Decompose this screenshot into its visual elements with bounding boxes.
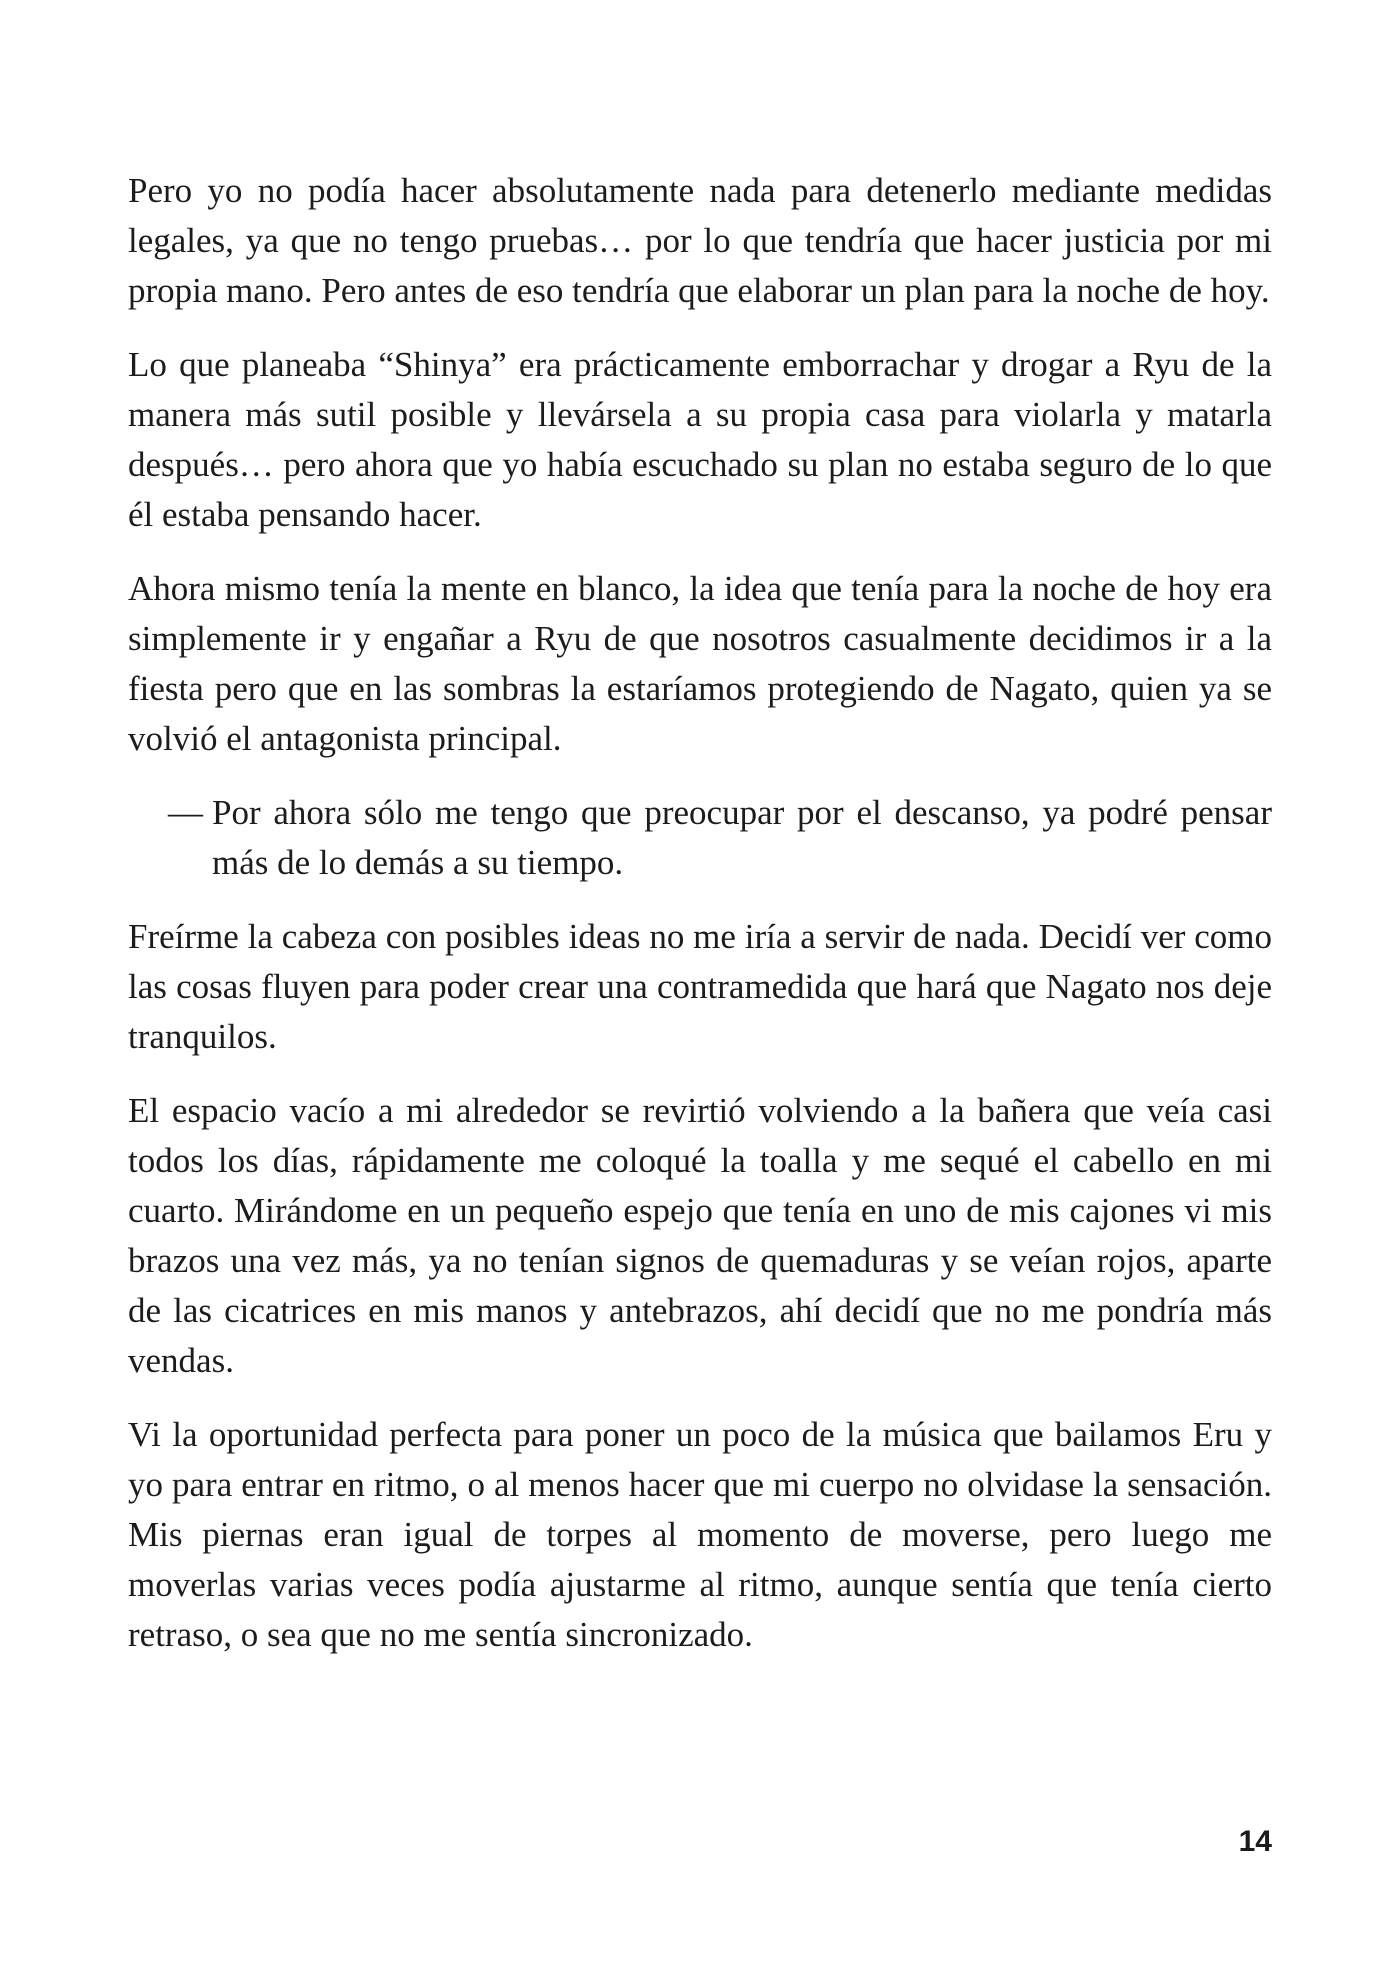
paragraph: Vi la oportunidad perfecta para poner un poco de la música que bailamos Eru y yo para entrar en ritmo, o al menos hacer que mi cuerpo no olvidase la sensación. Mis piernas eran igual de torpes al momento de moverse, pero luego me moverlas varias veces podía ajustarme al ritmo, aunque sentía que tenía cierto retraso, o sea que no me sentía sincronizado. bbox=[128, 1415, 1272, 1654]
paragraph: Ahora mismo tenía la mente en blanco, la idea que tenía para la noche de hoy era simplemente ir y engañar a Ryu de que nosotros casualmente decidimos ir a la fiesta pero que en las sombras la estaríamos protegiendo de Nagato, quien ya se volvió el antagonista principal. bbox=[128, 569, 1272, 758]
paragraph: El espacio vacío a mi alrededor se revirtió volviendo a la bañera que veía casi todos los días, rápidamente me coloqué la toalla y me sequé el cabello en mi cuarto. Mirándome en un pequeño espejo que tenía en uno de mis cajones vi mis brazos una vez más, ya no tenían signos de quemaduras y se veían rojos, aparte de las cicatrices en mis manos y antebrazos, ahí decidí que no me pondría más vendas. bbox=[128, 1091, 1272, 1380]
dialogue-line bbox=[128, 788, 1272, 888]
paragraph: Freírme la cabeza con posibles ideas no me iría a servir de nada. Decidí ver como las cosas fluyen para poder crear una contramedida que hará que Nagato nos deje tranquilos. bbox=[128, 917, 1272, 1056]
dialogue-text: Por ahora sólo me tengo que preocupar por el descanso, ya podré pensar más de lo demás a su tiempo. bbox=[212, 793, 1272, 882]
dialogue-dash: — bbox=[168, 793, 203, 832]
paragraph: Pero yo no podía hacer absolutamente nada para detenerlo mediante medidas legales, ya que no tengo pruebas… por lo que tendría que hacer justicia por mi propia mano. Pero antes de eso tendría que elaborar un plan para la noche de hoy. bbox=[128, 171, 1272, 310]
page-number: 14 bbox=[1238, 1825, 1272, 1858]
paragraph: Lo que planeaba “Shinya” era prácticamente emborrachar y drogar a Ryu de la manera más sutil posible y llevársela a su propia casa para violarla y matarla después… pero ahora que yo había escuchado su plan no estaba seguro de lo que él estaba pensando hacer. bbox=[128, 345, 1272, 534]
body-text bbox=[128, 166, 1272, 1684]
